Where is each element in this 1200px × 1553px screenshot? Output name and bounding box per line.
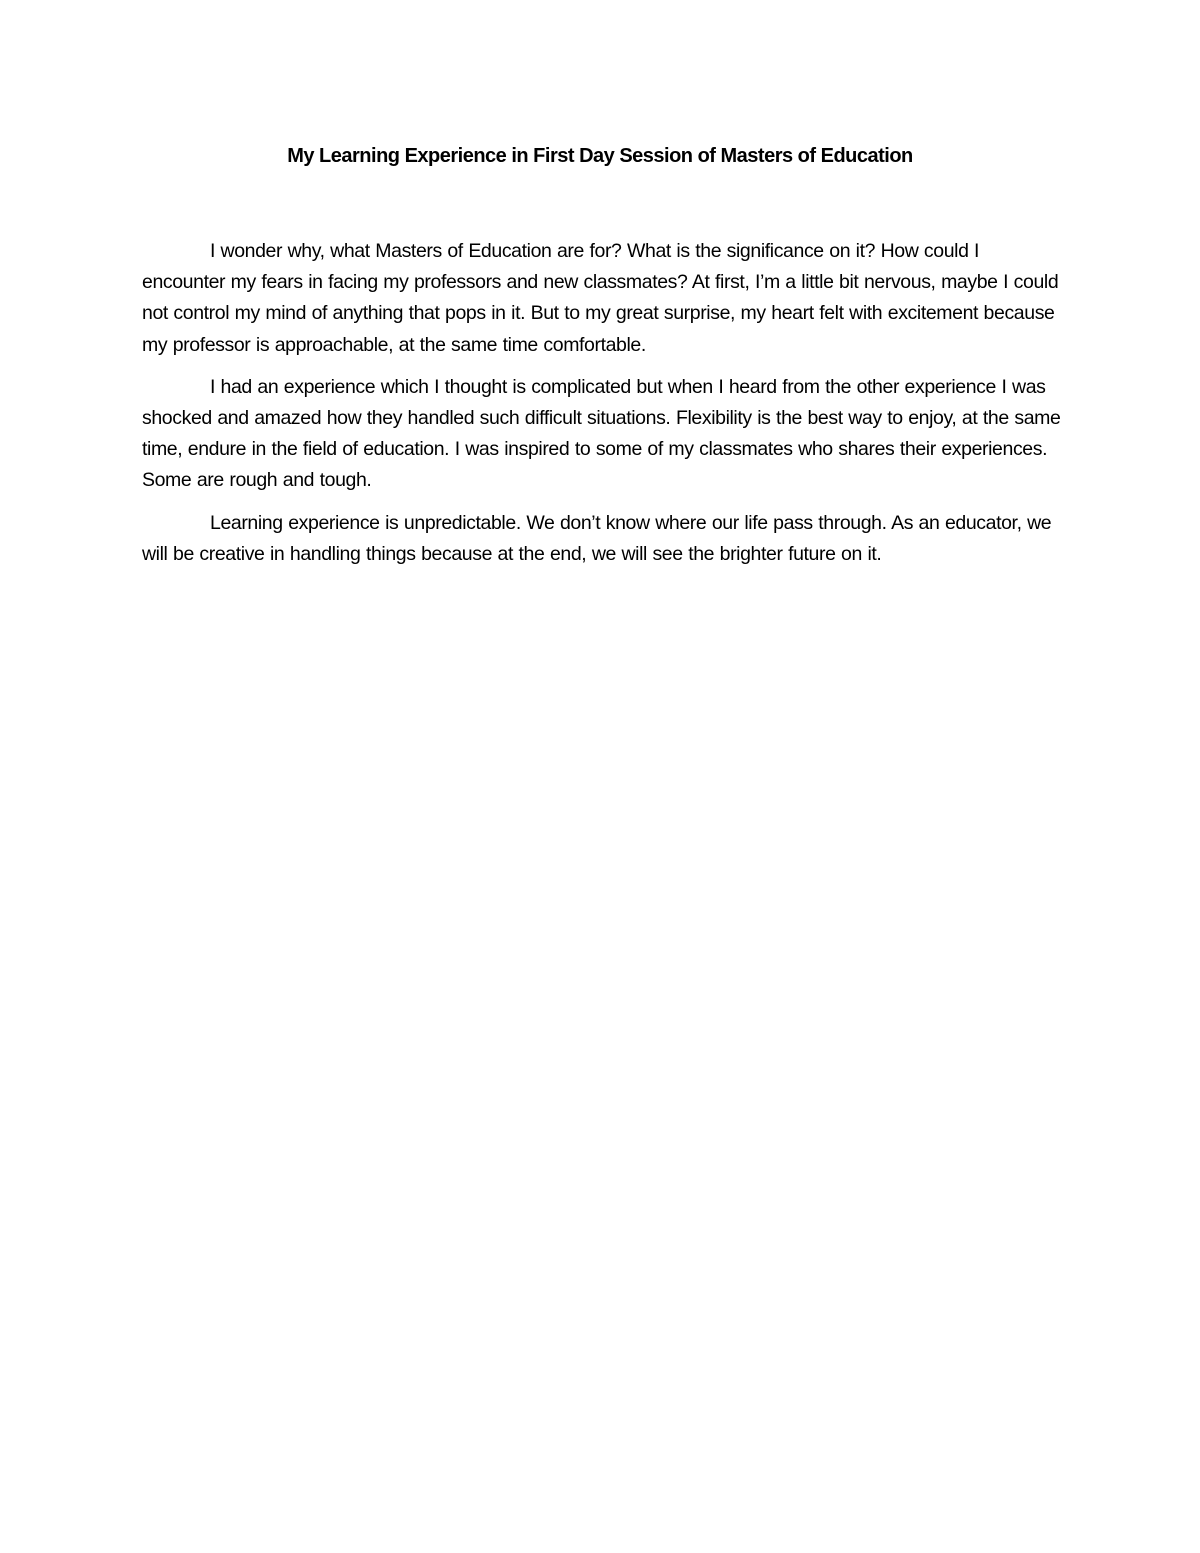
document-body <box>142 236 1062 581</box>
paragraph-3: Learning experience is unpredictable. We don’t know where our life pass through. As an educator, we will be creative in handling things because at the end, we will see the brighter future on it. <box>142 511 1052 565</box>
paragraph-2: I had an experience which I thought is complicated but when I heard from the other experience I was shocked and amazed how they handled such difficult situations. Flexibility is the best way to enjoy, at the same time, endure in the field of education. I was inspired to some of my classmates who shares their experiences. Some are rough and tough. <box>142 375 1061 492</box>
paragraph-1: I wonder why, what Masters of Education are for? What is the significance on it? How could I encounter my fears in facing my professors and new classmates? At first, I’m a little bit nervous, maybe I could not control my mind of anything that pops in it. But to my great surprise, my heart felt with excitement because my professor is approachable, at the same time comfortable. <box>142 240 1059 356</box>
document-title: My Learning Experience in First Day Session of Masters of Education <box>287 145 913 167</box>
